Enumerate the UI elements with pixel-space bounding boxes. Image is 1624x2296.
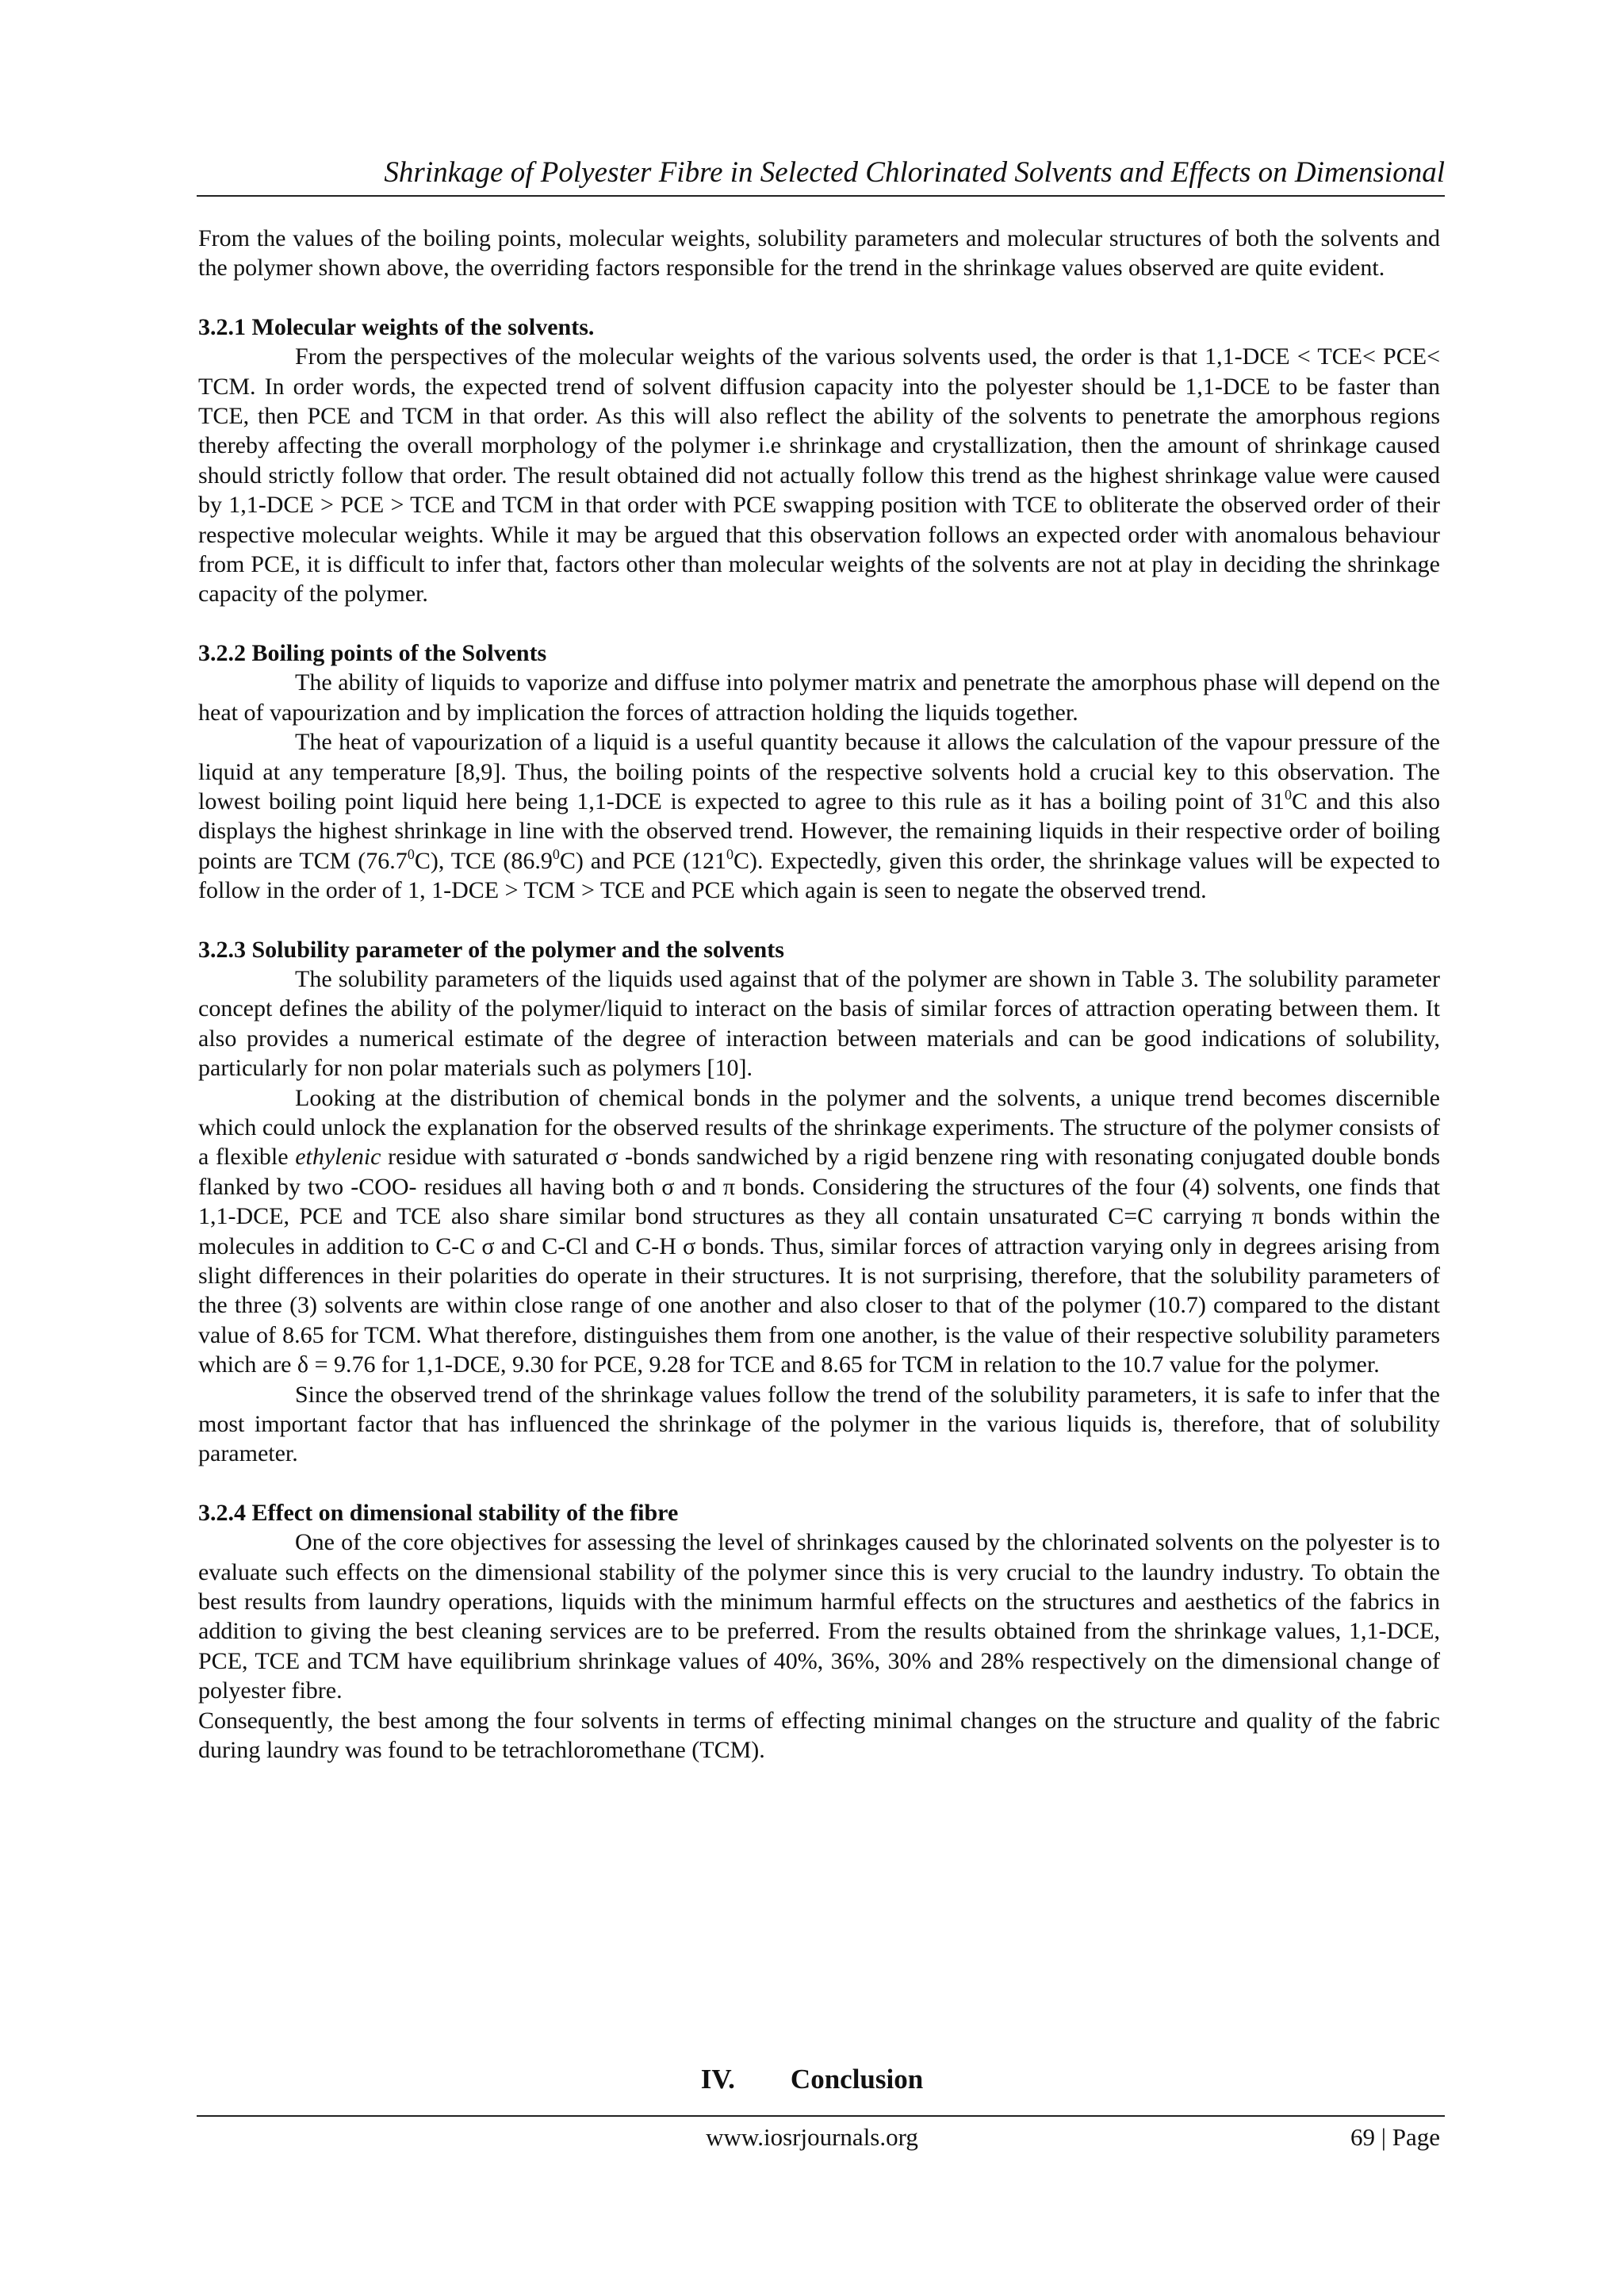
intro-paragraph: From the values of the boiling points, molecular weights, solubility parameters and molecular structures of both the solvents and the polymer shown above, the overriding factors responsible for the trend in the shrinkage values observed are quite evident. [198, 225, 1440, 282]
section-title: Conclusion [790, 2064, 924, 2095]
running-header-title: Shrinkage of Polyester Fibre in Selected Chlorinated Solvents and Effects on Dimensional [384, 156, 1445, 189]
heading-3-2-4: 3.2.4 Effect on dimensional stability of the fibre [198, 1499, 679, 1526]
superscript: 0 [1284, 786, 1292, 803]
paragraph-3-2-2-b [198, 727, 1440, 905]
text-run: C) and PCE (121 [559, 847, 727, 874]
superscript: 0 [552, 845, 560, 862]
paragraph-3-2-4-b: Consequently, the best among the four solvents in terms of effecting minimal changes on the structure and quality of the fabric during laundry was found to be tetrachloromethane (TCM). [198, 1707, 1440, 1764]
footer-rule [197, 2115, 1445, 2117]
paragraph-3-2-3-b [198, 1083, 1440, 1380]
paragraph-3-2-3-a: The solubility parameters of the liquids used against that of the polymer are shown in Table 3. The solubility parameter concept defines the ability of the polymer/liquid to interact on the basis of similar forces of attraction operating between them. It also provides a numerical estimate of the degree of interaction between materials and can be good indications of solubility, particularly for non polar materials such as polymers [10]. [198, 965, 1440, 1082]
paragraph-3-2-3-c: Since the observed trend of the shrinkage values follow the trend of the solubility parameters, it is safe to infer that the most important factor that has influenced the shrinkage of the polymer in the various liquids is, therefore, that of solubility parameter. [198, 1381, 1440, 1467]
paragraph-3-2-1: From the perspectives of the molecular weights of the various solvents used, the order is that 1,1-DCE < TCE< PCE< TCM. In order words, the expected trend of solvent diffusion capacity into the polyester should be 1,1-DCE to be faster than TCE, then PCE and TCM in that order. As this will also reflect the ability of the solvents to penetrate the amorphous regions thereby affecting the overall morphology of the polymer i.e shrinkage and crystallization, then the amount of shrinkage caused should strictly follow that order. The result obtained did not actually follow this trend as the highest shrinkage value were caused by 1,1-DCE > PCE > TCE and TCM in that order with PCE swapping position with TCE to obliterate the observed order of their respective molecular weights. While it may be argued that this observation follows an expected order with anomalous behaviour from PCE, it is difficult to infer that, factors other than molecular weights of the solvents are not at play in deciding the shrinkage capacity of the polymer. [198, 343, 1440, 608]
header-rule [197, 195, 1445, 197]
italic-term: ethylenic [295, 1144, 381, 1171]
text-run: C and this also displays the highest shrinkage in line with the observed trend. However, the remaining liquids in their respective order of boiling points are TCM (76.7 [198, 788, 1440, 874]
footer-page-number: 69 | Page [1350, 2123, 1440, 2151]
superscript: 0 [726, 845, 734, 862]
heading-3-2-2: 3.2.2 Boiling points of the Solvents [198, 639, 547, 666]
body-text [198, 224, 1440, 1765]
footer-url: www.iosrjournals.org [706, 2123, 918, 2151]
text-run: The heat of vapourization of a liquid is a useful quantity because it allows the calculation of the vapour pressure of the liquid at any temperature [8,9]. Thus, the boiling points of the respective solvents hold a crucial key to this observation. The lowest boiling point liquid here being 1,1-DCE is expected to agree to this rule as it has a boiling point of 31 [198, 729, 1440, 815]
section-heading-conclusion [0, 2062, 1624, 2097]
section-number: IV. [700, 2064, 735, 2095]
text-run: residue with saturated σ -bonds sandwiched by a rigid benzene ring with resonating conjugated double bonds flanked by two -COO- residues all having both σ and π bonds. Considering the structures of the four (4) solvents, one finds that 1,1-DCE, PCE and TCE also share similar bond structures as they all contain unsaturated C=C carrying π bonds within the molecules in addition to C-C σ and C-Cl and C-H σ bonds. Thus, similar forces of attraction varying only in degrees arising from slight differences in their polarities do operate in their structures. It is not surprising, therefore, that the solubility parameters of the three (3) solvents are within close range of one another and also closer to that of the polymer (10.7) compared to the distant value of 8.65 for TCM. What therefore, distinguishes them from one another, is the value of their respective solubility parameters which are δ = 9.76 for 1,1-DCE, 9.30 for PCE, 9.28 for TCE and 8.65 for TCM in relation to the 10.7 value for the polymer. [198, 1144, 1440, 1378]
paragraph-3-2-2-a: The ability of liquids to vaporize and diffuse into polymer matrix and penetrate the amorphous phase will depend on the heat of vapourization and by implication the forces of attraction holding the liquids together. [198, 669, 1440, 726]
heading-3-2-3: 3.2.3 Solubility parameter of the polymer and the solvents [198, 936, 784, 963]
superscript: 0 [407, 845, 415, 862]
text-run: Looking at the distribution of chemical bonds in the polymer and the solvents, a unique trend becomes discernible which could unlock the explanation for the observed results of the shrinkage experiments. The structure of the polymer consists of a flexible [198, 1084, 1440, 1171]
paragraph-3-2-4-a: One of the core objectives for assessing the level of shrinkages caused by the chlorinated solvents on the polyester is to evaluate such effects on the dimensional stability of the polymer since this is very crucial to the laundry industry. To obtain the best results from laundry operations, liquids with the minimum harmful effects on the structures and aesthetics of the fabrics in addition to giving the best cleaning services are to be preferred. From the results obtained from the shrinkage values, 1,1-DCE, PCE, TCE and TCM have equilibrium shrinkage values of 40%, 36%, 30% and 28% respectively on the dimensional change of polyester fibre. [198, 1529, 1440, 1704]
text-run: C), TCE (86.9 [414, 847, 553, 874]
heading-3-2-1: 3.2.1 Molecular weights of the solvents. [198, 313, 595, 340]
text-run: C). Expectedly, given this order, the shrinkage values will be expected to follow in the order of 1, 1-DCE > TCM > TCE and PCE which again is seen to negate the observed trend. [198, 847, 1441, 904]
